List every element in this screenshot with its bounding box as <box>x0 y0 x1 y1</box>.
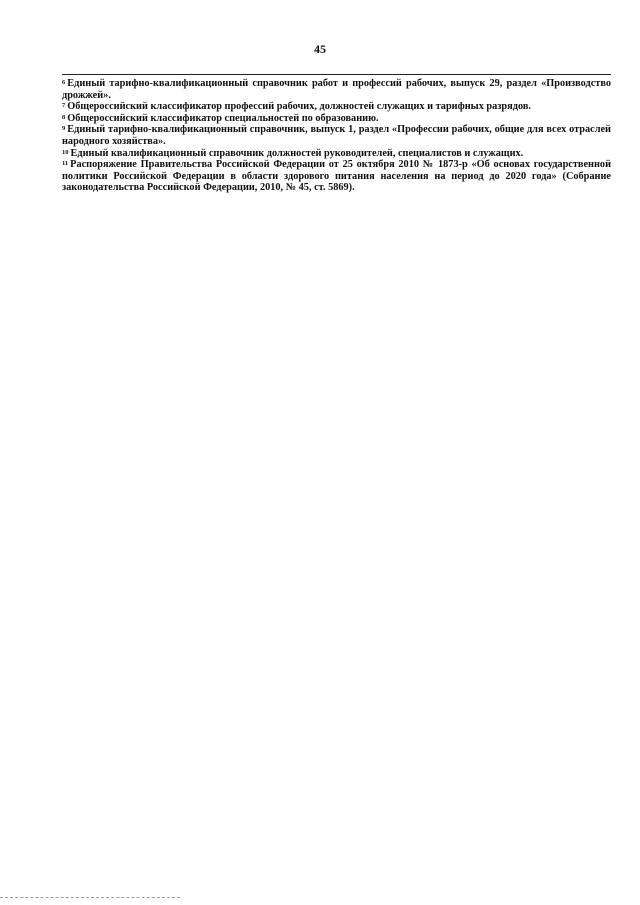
footnote-8 <box>62 113 611 125</box>
footnote-6 <box>62 78 611 101</box>
footnotes-block <box>62 78 611 194</box>
page-number: 45 <box>314 42 326 56</box>
footnote-9 <box>62 124 611 147</box>
footnote-number: 8 <box>62 113 66 121</box>
footnote-separator <box>62 74 611 75</box>
footnote-number: 10 <box>62 148 69 156</box>
footnote-text: Единый тарифно-квалификационный справочник работ и профессий рабочих, выпуск 29, раздел «Производство дрожжей». <box>62 78 611 101</box>
footnote-text: Общероссийский классификатор специальностей по образованию. <box>67 112 379 124</box>
footnote-text: Общероссийский классификатор профессий рабочих, должностей служащих и тарифных разрядов. <box>67 101 531 113</box>
footnote-text: Единый тарифно-квалификационный справочник, выпуск 1, раздел «Профессии рабочих, общие для всех отраслей народного хозяйства». <box>62 124 611 147</box>
scan-edge-marks <box>0 897 180 898</box>
footnote-10 <box>62 148 611 160</box>
footnote-11 <box>62 159 611 194</box>
footnote-7 <box>62 101 611 113</box>
footnote-number: 7 <box>62 102 66 110</box>
footnote-text: Распоряжение Правительства Российской Федерации от 25 октября 2010 № 1873-р «Об основах государственной политики Российской Федерации в области здорового питания населения на период до 2020 года» (Собрание законодательства Российской Федерации, 2010, № 45, ст. 5869). <box>62 159 611 194</box>
footnote-text: Единый квалификационный справочник должностей руководителей, специалистов и служащих. <box>70 147 524 159</box>
footnote-number: 11 <box>62 160 69 168</box>
footnote-number: 6 <box>62 79 66 86</box>
footnote-number: 9 <box>62 125 66 133</box>
